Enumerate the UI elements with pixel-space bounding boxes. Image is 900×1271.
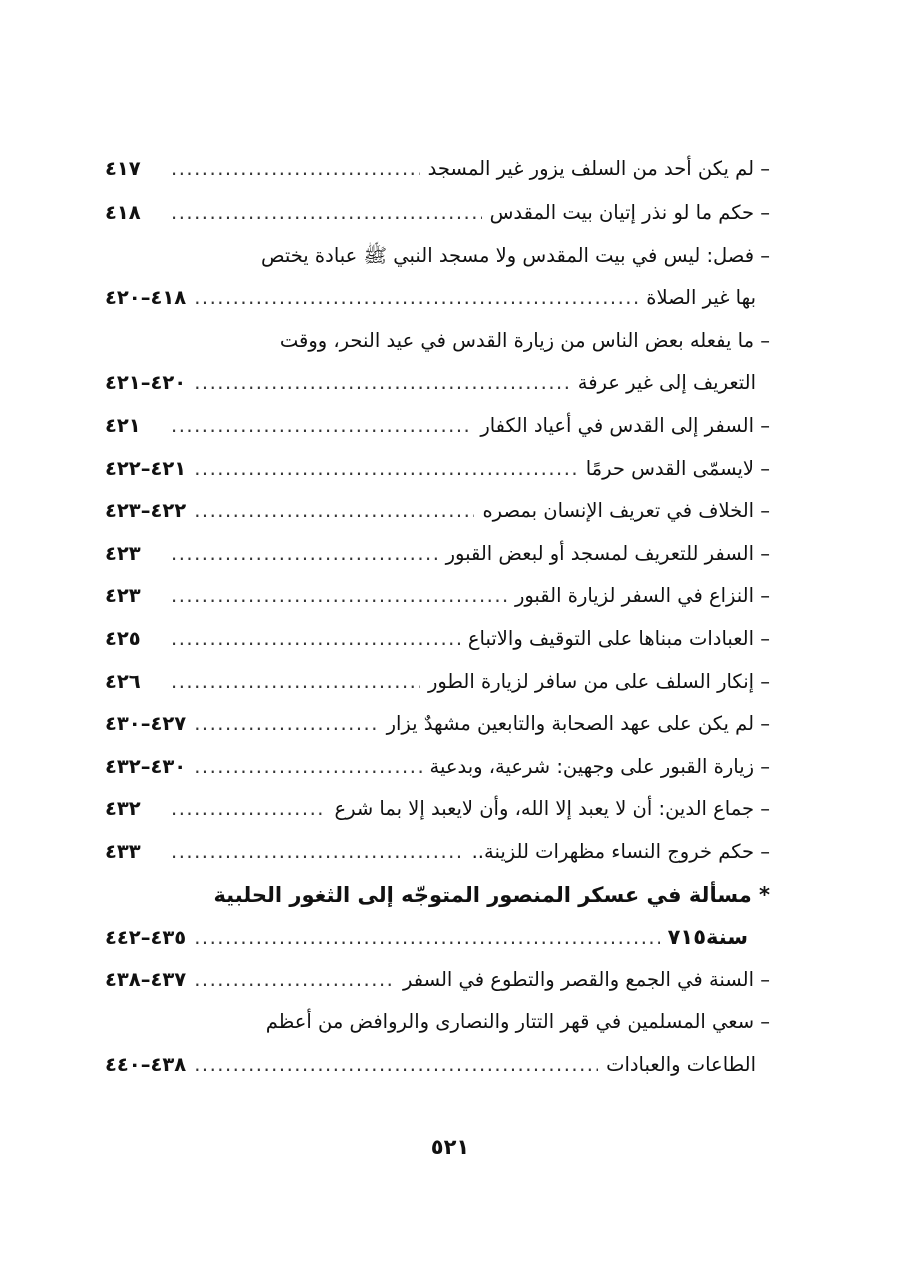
toc-entry <box>105 148 770 192</box>
toc-entry-page: ٤٣٠–٤٣٢ <box>105 754 187 778</box>
dot-leader <box>194 917 659 959</box>
dot-leader <box>194 746 421 789</box>
toc-entry-title: – لايسمّى القدس حرمًا <box>585 456 770 480</box>
toc-entry-page: ٤٢٢–٤٢٣ <box>105 499 187 523</box>
toc-entry-title: – إنكار السلف على من سافر لزيارة الطور <box>427 669 770 693</box>
toc-entry <box>105 448 770 491</box>
toc-entry-page: ٤٣٨–٤٤٠ <box>105 1052 187 1076</box>
toc-entry-title: – فصل: ليس في بيت المقدس ولا مسجد النبي ﷺ عبادة يختص <box>260 243 770 267</box>
dot-leader <box>194 448 578 491</box>
toc-entry-page: ٤٣٢ <box>105 797 141 821</box>
toc-entry-title: – النزاع في السفر لزيارة القبور <box>514 584 770 608</box>
toc-entry-page: ٤١٧ <box>105 157 141 180</box>
toc-entry-page: ٤٣٥–٤٤٢ <box>105 926 187 950</box>
toc-entry <box>105 618 770 661</box>
toc-entry-page: ٤٢١ <box>105 413 141 437</box>
toc-entry <box>105 661 770 704</box>
toc-entry-page: ٤٢١–٤٢٢ <box>105 456 187 480</box>
toc-entry-title: * مسألة في عسكر المنصور المتوجّه إلى الثغور الحلبية <box>213 882 770 907</box>
toc-entry <box>105 959 770 1002</box>
toc-entry <box>105 575 770 618</box>
toc-entry-page: ٤٢٣ <box>105 541 141 565</box>
toc-entry-title: – السفر إلى القدس في أعياد الكفار <box>480 413 770 437</box>
dot-leader <box>194 1044 598 1087</box>
toc-entry-title: الطاعات والعبادات <box>606 1052 756 1076</box>
toc-entry-page: ٤٢٦ <box>105 669 141 693</box>
toc-entry-title: – زيارة القبور على وجهين: شرعية، وبدعية <box>429 754 770 778</box>
dot-leader <box>171 831 464 874</box>
dot-leader <box>194 490 474 533</box>
toc-entry-title: – العبادات مبناها على التوقيف والاتباع <box>467 626 770 650</box>
toc-entry-title: بها غير الصلاة <box>646 286 756 310</box>
toc-entry <box>105 320 770 363</box>
toc-entry-page: ٤٣٣ <box>105 839 141 863</box>
toc-entry-title: – الخلاف في تعريف الإنسان بمصره <box>482 499 770 523</box>
toc-entry-title: – سعي المسلمين في قهر التتار والنصارى والروافض من أعظم <box>265 1010 770 1034</box>
toc-entry <box>105 490 770 533</box>
toc-entry <box>105 831 770 874</box>
dot-leader <box>194 362 570 405</box>
toc-entry-title: – جماع الدين: أن لا يعبد إلا الله، وأن لايعبد إلا بما شرع <box>334 797 770 821</box>
toc-entry-title: – لم يكن أحد من السلف يزور غير المسجد <box>427 157 770 180</box>
dot-leader <box>194 277 638 320</box>
toc-entry-title: – السفر للتعريف لمسجد أو لبعض القبور <box>445 541 770 565</box>
toc-entry <box>105 192 770 235</box>
toc-entry-page: ٤٣٧–٤٣٨ <box>105 967 187 991</box>
toc-section-heading <box>105 874 770 917</box>
toc-entry-continuation <box>105 277 770 320</box>
dot-leader <box>194 703 378 746</box>
dot-leader <box>171 788 326 831</box>
dot-leader <box>171 192 482 235</box>
dot-leader <box>171 575 507 618</box>
toc-entry <box>105 703 770 746</box>
toc-entry-title: – السنة في الجمع والقصر والتطوع في السفر <box>402 967 770 991</box>
toc-entry-page: ٤٢٠–٤٢١ <box>105 371 187 395</box>
toc-entry-continuation <box>105 1044 770 1087</box>
toc-entry-page: ٤١٨–٤٢٠ <box>105 286 187 310</box>
toc-entry-title: – حكم خروج النساء مظهرات للزينة.. <box>471 839 770 863</box>
toc-entry <box>105 533 770 576</box>
dot-leader <box>171 618 460 661</box>
dot-leader <box>171 148 420 191</box>
toc-entry-title: سنة٧١٥ <box>667 925 748 950</box>
toc-entry-title: – لم يكن على عهد الصحابة والتابعين مشهدٌ يزار <box>386 712 770 736</box>
dot-leader <box>171 661 420 704</box>
toc-entry-title: – حكم ما لو نذر إتيان بيت المقدس <box>489 201 770 224</box>
toc-entry-page: ٤٢٣ <box>105 584 141 608</box>
toc-entry-title: – ما يفعله بعض الناس من زيارة القدس في عيد النحر، ووقت <box>279 328 770 352</box>
toc-entry <box>105 235 770 278</box>
toc-entry-title: التعريف إلى غير عرفة <box>577 371 756 395</box>
toc-section-heading-continuation <box>105 916 770 959</box>
toc-entry <box>105 405 770 448</box>
toc-entry <box>105 746 770 789</box>
toc-entry-continuation <box>105 362 770 405</box>
toc-entry-page: ٤١٨ <box>105 201 141 224</box>
toc-entry <box>105 788 770 831</box>
page-number: ٥٢١ <box>430 1135 470 1159</box>
dot-leader <box>171 405 472 448</box>
dot-leader <box>171 533 438 576</box>
toc-entry <box>105 1001 770 1044</box>
toc-entry-page: ٤٢٥ <box>105 626 141 650</box>
table-of-contents <box>105 148 770 1086</box>
dot-leader <box>194 959 395 1002</box>
toc-entry-page: ٤٢٧–٤٣٠ <box>105 712 187 736</box>
